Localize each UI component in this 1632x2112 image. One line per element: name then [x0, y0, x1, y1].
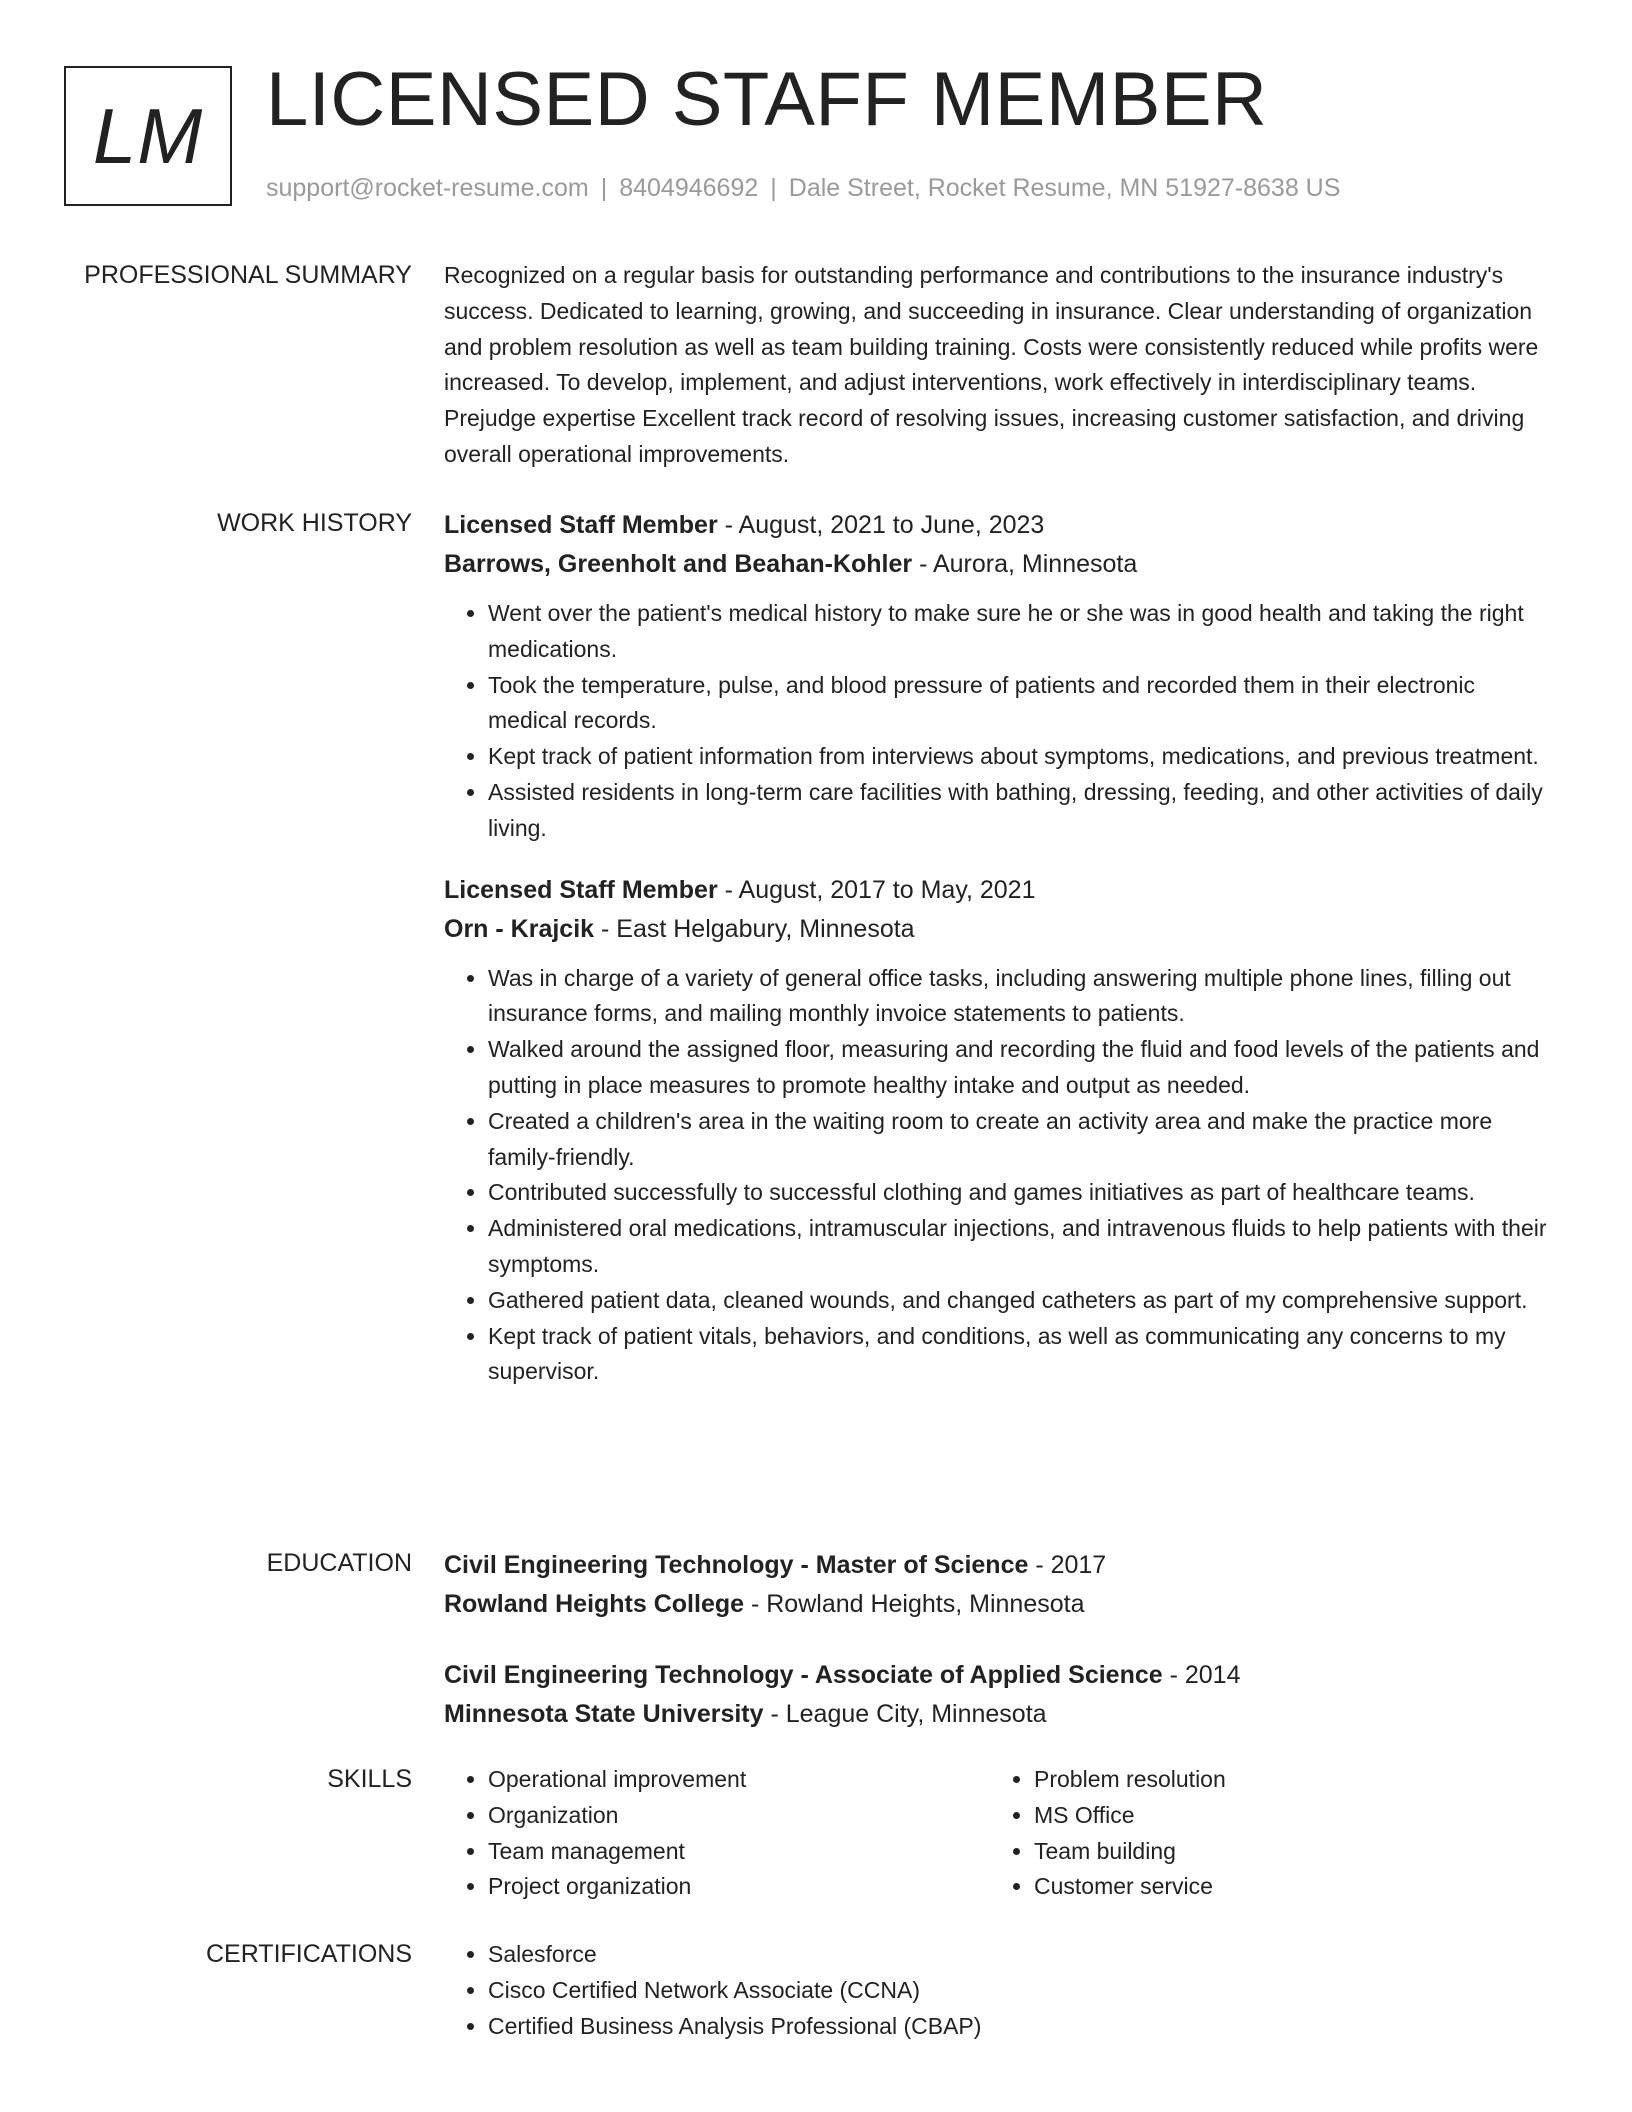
skill-item: • Customer service [1034, 1869, 1536, 1905]
education-school-line [444, 1695, 1554, 1734]
job-bullet: • Took the temperature, pulse, and blood pressure of patients and recorded them in their electronic medical records. [488, 668, 1554, 740]
skill-item: • Problem resolution [1034, 1762, 1536, 1798]
section-heading-summary: PROFESSIONAL SUMMARY [84, 261, 412, 289]
contact-separator: | [770, 174, 777, 202]
education-year: - 2017 [1028, 1551, 1107, 1579]
skills-list-left [444, 1762, 990, 1905]
education-school: Minnesota State University [444, 1700, 764, 1728]
education-year: - 2014 [1162, 1661, 1241, 1689]
job-bullets [444, 961, 1554, 1391]
section-heading-skills: SKILLS [327, 1765, 412, 1793]
summary-text: Recognized on a regular basis for outstanding performance and contributions to the insurance industry's success. Dedicated to learning, growing, and succeeding in insurance. Clear understanding of organization and problem resolution as well as team building training. Costs were consistently reduced while profits were increased. To develop, implement, and adjust interventions, work effectively in interdisciplinary teams. Prejudge expertise Excellent track record of resolving issues, increasing customer satisfaction, and driving overall operational improvements. [444, 262, 1539, 467]
job-bullet: • Was in charge of a variety of general office tasks, including answering multiple phone lines, filling out insurance forms, and mailing monthly invoice statements to patients. [488, 961, 1554, 1033]
job-bullet: • Created a children's area in the waiting room to create an activity area and make the practice more family-friendly. [488, 1104, 1554, 1176]
education-school: Rowland Heights College [444, 1590, 745, 1618]
job-entry [444, 506, 1554, 847]
monogram-text: LM [92, 91, 204, 180]
skill-item: • Team building [1034, 1834, 1536, 1870]
education-degree: Civil Engineering Technology - Master of Science [444, 1551, 1029, 1579]
job-location: - East Helgabury, Minnesota [594, 914, 915, 943]
job-title-line [444, 506, 1554, 545]
contact-phone[interactable]: 8404946692 [619, 174, 759, 202]
job-title: Licensed Staff Member [444, 511, 718, 539]
job-bullet: • Administered oral medications, intramuscular injections, and intravenous fluids to help patients with their symptoms. [488, 1211, 1554, 1283]
skills-grid [444, 1762, 1554, 1905]
job-bullet: • Went over the patient's medical history to make sure he or she was in good health and taking the right medications. [488, 596, 1554, 668]
certifications-list [444, 1937, 1554, 2044]
certification-item: • Salesforce [488, 1937, 1554, 1973]
education-degree-line [444, 1656, 1554, 1695]
job-bullet: • Assisted residents in long-term care facilities with bathing, dressing, feeding, and other activities of daily living. [488, 775, 1554, 847]
job-bullets [444, 596, 1554, 847]
job-title-line [444, 871, 1554, 910]
education-location: - League City, Minnesota [763, 1700, 1047, 1728]
contact-address: Dale Street, Rocket Resume, MN 51927-8638 US [788, 174, 1341, 202]
skills-list-right [990, 1762, 1536, 1905]
education-school-line [444, 1585, 1554, 1624]
skills-body [444, 1762, 1554, 1905]
job-employer-line [444, 910, 1554, 949]
job-dates: - August, 2017 to May, 2021 [717, 875, 1036, 904]
job-bullet: • Contributed successfully to successful clothing and games initiatives as part of healthcare teams. [488, 1175, 1554, 1211]
education-degree: Civil Engineering Technology - Associate of Applied Science [444, 1661, 1163, 1689]
job-entry [444, 871, 1554, 1391]
skill-item: • MS Office [1034, 1798, 1536, 1834]
section-heading-work: WORK HISTORY [217, 509, 412, 537]
contact-line [266, 174, 1340, 203]
summary-body [444, 258, 1554, 473]
candidate-name: LICENSED STAFF MEMBER [266, 57, 1268, 142]
education-degree-line [444, 1546, 1554, 1585]
section-heading-certifications: CERTIFICATIONS [205, 1940, 412, 1968]
job-bullet: • Kept track of patient information from interviews about symptoms, medications, and previous treatment. [488, 739, 1554, 775]
certification-item: • Certified Business Analysis Professional (CBAP) [488, 2009, 1554, 2045]
contact-email[interactable]: support@rocket-resume.com [266, 174, 589, 202]
certifications-body [444, 1937, 1554, 2044]
job-dates: - August, 2021 to June, 2023 [717, 511, 1045, 539]
job-bullet: • Walked around the assigned floor, measuring and recording the fluid and food levels of the patients and putting in place measures to promote healthy intake and output as needed. [488, 1032, 1554, 1104]
skill-item: • Organization [488, 1798, 990, 1834]
job-bullet: • Gathered patient data, cleaned wounds, and changed catheters as part of my comprehensive support. [488, 1283, 1554, 1319]
contact-separator: | [600, 174, 608, 202]
section-heading-education: EDUCATION [266, 1549, 412, 1577]
job-title: Licensed Staff Member [444, 875, 718, 904]
education-body [444, 1546, 1554, 1734]
education-entry [444, 1546, 1554, 1624]
work-history-body [444, 506, 1554, 1390]
certification-item: • Cisco Certified Network Associate (CCNA) [488, 1973, 1554, 2009]
skill-item: • Team management [488, 1834, 990, 1870]
monogram-logo [64, 66, 232, 206]
job-employer: Orn - Krajcik [444, 914, 595, 943]
job-employer-line [444, 545, 1554, 584]
job-location: - Aurora, Minnesota [912, 550, 1138, 578]
job-bullet: • Kept track of patient vitals, behaviors, and conditions, as well as communicating any concerns to my supervisor. [488, 1319, 1554, 1391]
education-location: - Rowland Heights, Minnesota [744, 1590, 1085, 1618]
job-employer: Barrows, Greenholt and Beahan-Kohler [444, 550, 913, 578]
skill-item: • Operational improvement [488, 1762, 990, 1798]
education-entry [444, 1656, 1554, 1734]
skill-item: • Project organization [488, 1869, 990, 1905]
